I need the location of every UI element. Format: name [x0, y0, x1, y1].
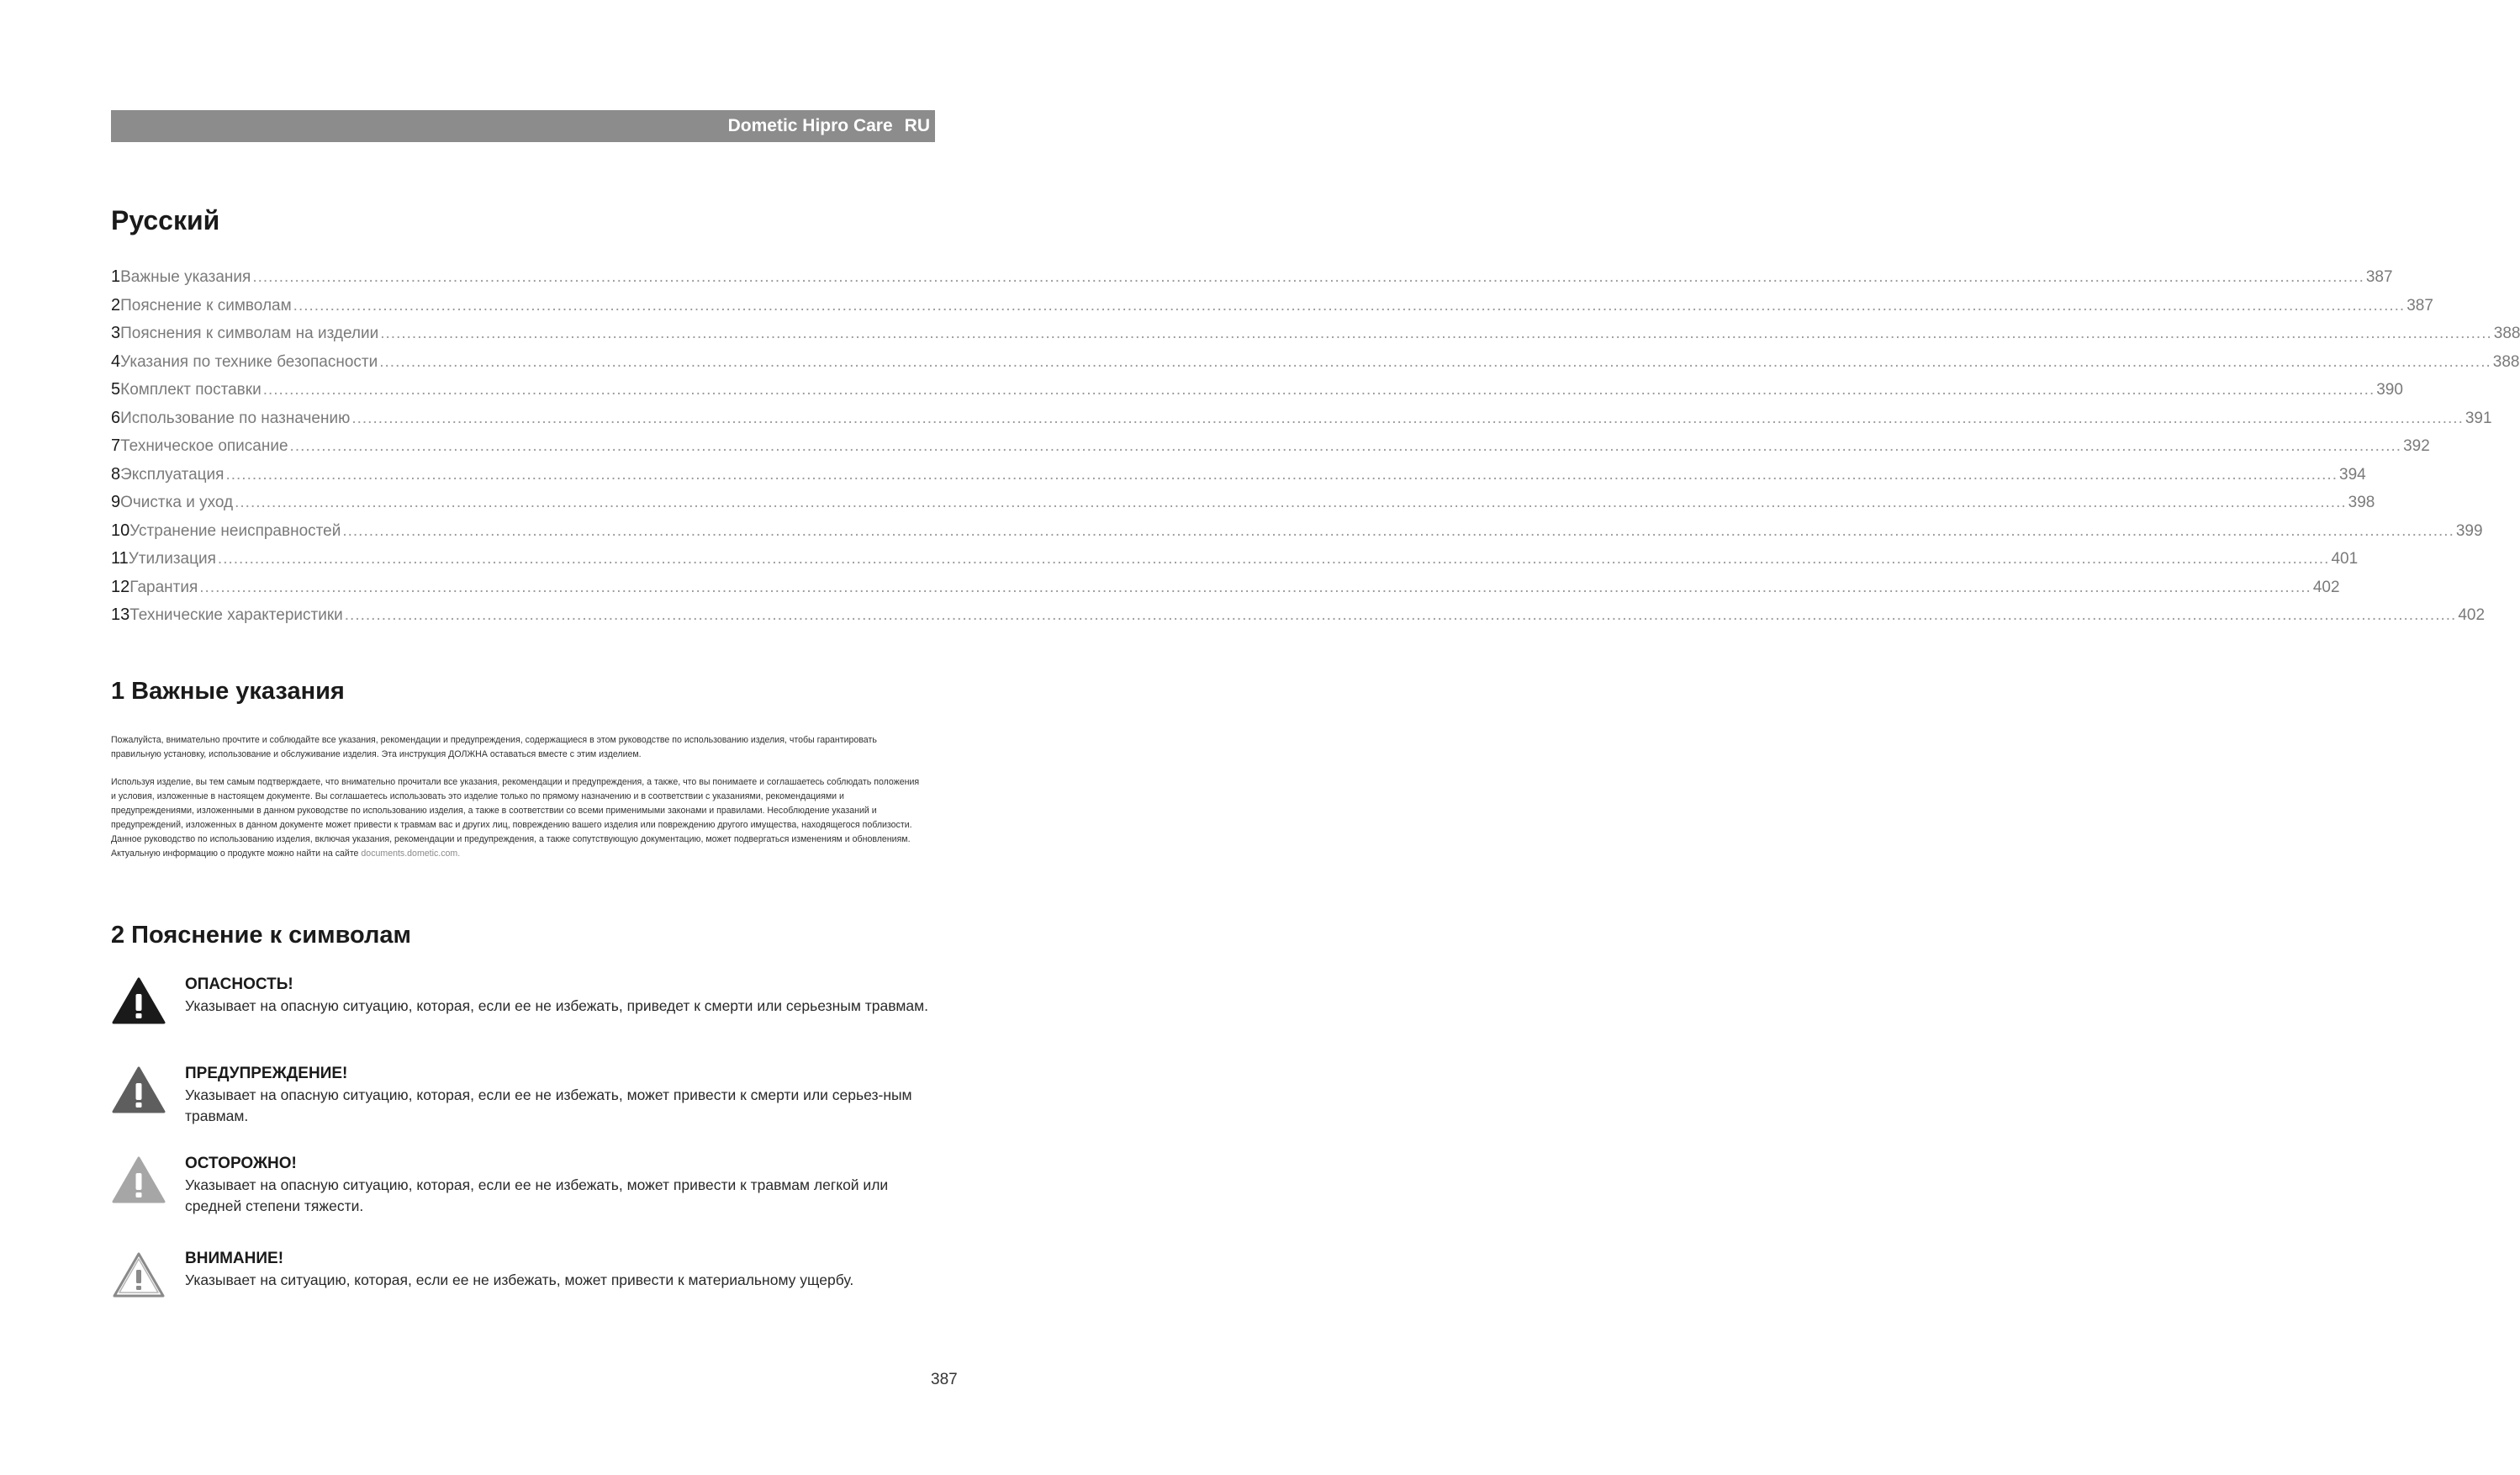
toc-item[interactable] — [111, 577, 2340, 606]
section-1-paragraph-2-text: Используя изделие, вы тем самым подтверждаете, что внимательно прочитали все указания, рекомендации и предупреждения, а также, что вы понимаете и соглашаетесь соблюдать положения и условия, изложенные в настоящем документе. Вы соглашаетесь использовать это изделие только по прямому назначению и в соответствии с указаниями, рекомендациями и предупреждениями, изложенными в данном руководстве по использованию изделия, а также в соответствии со всеми применимыми законами и правилами. Несоблюдение указаний и предупреждений, изложенных в данном документе может привести к травмам вас и других лиц, повреждению вашего изделия или повреждению другого имущества, находящегося поблизости. Данное руководство по использованию изделия, включая указания, рекомендации и предупреждения, а также сопутствующую документацию, может подвергаться изменениям и обновлениям. Актуальную информацию о продукте можно найти на сайте — [111, 777, 920, 859]
toc-page: 401 — [2331, 550, 2359, 568]
caution-text: Указывает на опасную ситуацию, которая, если ее не избежать, может привести к травмам легкой или средней степени тяжести. — [185, 1176, 889, 1214]
toc-item[interactable] — [111, 464, 2366, 494]
toc-item[interactable] — [111, 267, 2393, 296]
toc-item[interactable] — [111, 521, 2483, 550]
toc-page: 387 — [2406, 296, 2433, 315]
section-2-heading: 2 Пояснение к символам — [111, 922, 412, 949]
page-number: 387 — [931, 1371, 958, 1388]
header-bar — [111, 110, 935, 142]
toc-item[interactable] — [111, 436, 2430, 465]
toc-title: Гарантия — [129, 578, 198, 596]
notice-icon — [111, 1250, 166, 1300]
toc-page: 388 — [2493, 325, 2520, 342]
toc-page: 402 — [2458, 606, 2486, 624]
caution-block — [111, 1155, 935, 1217]
toc-title: Указания по технике безопасности — [120, 352, 378, 371]
toc-page: 387 — [2365, 268, 2393, 286]
toc-page: 392 — [2403, 437, 2430, 455]
toc-title: Использование по назначению — [120, 409, 351, 427]
toc-item[interactable] — [111, 324, 2520, 352]
danger-text: Указывает на опасную ситуацию, которая, если ее не избежать, приведет к смерти или серьезным травмам. — [185, 997, 929, 1014]
toc-title: Технические характеристики — [129, 606, 343, 624]
notice-block — [111, 1250, 935, 1300]
toc-item[interactable] — [111, 605, 2486, 634]
notice-title: ВНИМАНИЕ! — [185, 1250, 284, 1267]
language-code: RU — [904, 116, 930, 135]
toc-number: 6 — [111, 408, 121, 427]
toc-item[interactable] — [111, 352, 2520, 381]
toc-leader: ................................................................................................................................................................................................................................................................................................................................................................................................................ — [262, 381, 2375, 399]
toc-page: 398 — [2348, 494, 2375, 511]
section-1-paragraph-2 — [111, 775, 925, 861]
toc-page: 390 — [2376, 381, 2403, 399]
danger-icon — [111, 975, 166, 1026]
danger-block — [111, 975, 935, 1026]
toc-leader: ................................................................................................................................................................................................................................................................................................................................................................................................................ — [379, 352, 2491, 371]
danger-title: ОПАСНОСТЬ! — [185, 975, 293, 993]
toc-item[interactable] — [111, 493, 2375, 521]
toc-leader: ................................................................................................................................................................................................................................................................................................................................................................................................................ — [252, 268, 2364, 286]
section-1-paragraph-1: Пожалуйста, внимательно прочтите и соблюдайте все указания, рекомендации и предупреждения, содержащиеся в этом руководстве по использованию изделия, чтобы гарантировать правильную установку, использование и обслуживание изделия. Эта инструкция ДОЛЖНА оставаться вместе с этим изделием. — [111, 735, 877, 759]
toc-page: 394 — [2339, 465, 2366, 484]
toc-leader: ................................................................................................................................................................................................................................................................................................................................................................................................................ — [344, 606, 2457, 624]
section-1-heading: 1 Важные указания — [111, 678, 345, 705]
toc-number: 3 — [111, 324, 121, 342]
table-of-contents — [111, 267, 2520, 634]
toc-leader: ................................................................................................................................................................................................................................................................................................................................................................................................................ — [293, 296, 2406, 315]
toc-title: Техническое описание — [120, 437, 288, 455]
toc-number: 1 — [111, 267, 121, 286]
toc-leader: ................................................................................................................................................................................................................................................................................................................................................................................................................ — [217, 550, 2330, 568]
toc-page: 391 — [2465, 409, 2492, 427]
warning-icon — [111, 1065, 166, 1115]
toc-item[interactable] — [111, 408, 2492, 437]
toc-leader: ................................................................................................................................................................................................................................................................................................................................................................................................................ — [351, 409, 2464, 427]
toc-leader: ................................................................................................................................................................................................................................................................................................................................................................................................................ — [199, 578, 2311, 596]
toc-number: 10 — [111, 521, 130, 540]
toc-number: 9 — [111, 493, 121, 511]
toc-number: 2 — [111, 295, 121, 315]
toc-title: Пояснения к символам на изделии — [120, 325, 379, 342]
toc-title: Устранение неисправностей — [129, 521, 341, 540]
caution-title: ОСТОРОЖНО! — [185, 1155, 297, 1172]
toc-leader: ................................................................................................................................................................................................................................................................................................................................................................................................................ — [289, 437, 2402, 455]
toc-number: 7 — [111, 436, 121, 455]
toc-title: Комплект поставки — [120, 381, 262, 399]
toc-page: 388 — [2492, 352, 2520, 371]
toc-title: Очистка и уход — [120, 494, 234, 511]
toc-number: 5 — [111, 380, 121, 399]
page-title: Русский — [111, 205, 220, 235]
toc-number: 12 — [111, 577, 130, 596]
warning-block — [111, 1065, 935, 1127]
toc-item[interactable] — [111, 295, 2433, 325]
caution-icon — [111, 1155, 166, 1205]
toc-number: 13 — [111, 605, 130, 624]
toc-number: 11 — [111, 549, 129, 568]
toc-title: Важные указания — [120, 268, 251, 286]
toc-item[interactable] — [111, 549, 2359, 578]
documents-link[interactable]: documents.dometic.com. — [361, 849, 461, 859]
toc-number: 8 — [111, 464, 121, 484]
toc-title: Утилизация — [128, 550, 216, 568]
warning-title: ПРЕДУПРЕЖДЕНИЕ! — [185, 1065, 348, 1082]
warning-text: Указывает на опасную ситуацию, которая, если ее не избежать, может привести к смерти или серьез-ным травмам. — [185, 1086, 912, 1124]
notice-text: Указывает на ситуацию, которая, если ее не избежать, может привести к материальному ущербу. — [185, 1271, 854, 1288]
toc-title: Эксплуатация — [120, 465, 225, 484]
toc-title: Пояснение к символам — [120, 296, 292, 315]
toc-number: 4 — [111, 352, 121, 371]
toc-page: 399 — [2455, 521, 2483, 540]
product-name: Dometic Hipro Care — [727, 116, 893, 135]
toc-page: 402 — [2312, 578, 2340, 596]
toc-leader: ................................................................................................................................................................................................................................................................................................................................................................................................................ — [380, 325, 2492, 342]
toc-leader: ................................................................................................................................................................................................................................................................................................................................................................................................................ — [235, 494, 2347, 511]
toc-item[interactable] — [111, 380, 2403, 409]
toc-leader: ................................................................................................................................................................................................................................................................................................................................................................................................................ — [225, 465, 2338, 484]
toc-leader: ................................................................................................................................................................................................................................................................................................................................................................................................................ — [342, 521, 2454, 540]
